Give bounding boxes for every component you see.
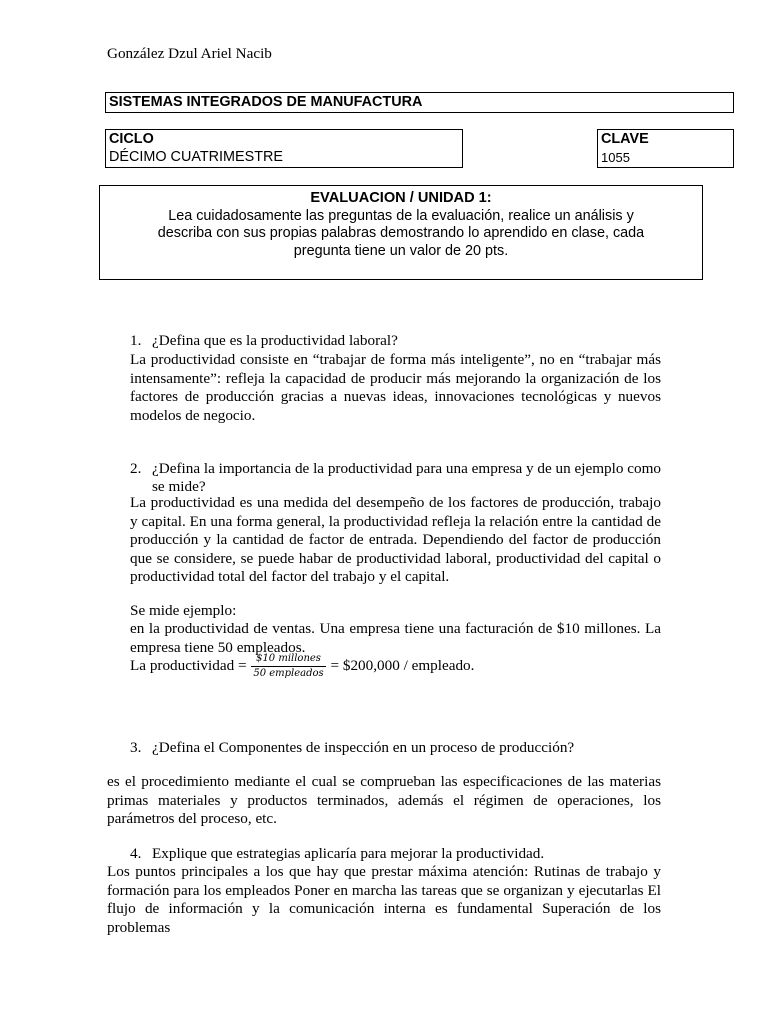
question-3-text: ¿Defina el Componentes de inspección en un proceso de producción? [152, 739, 575, 756]
productivity-formula [130, 653, 474, 680]
question-2-number: 2. [130, 460, 142, 477]
formula-fraction [251, 653, 325, 680]
evaluacion-box [99, 185, 703, 280]
subject-title: SISTEMAS INTEGRADOS DE MANUFACTURA [109, 94, 423, 110]
evaluacion-title: EVALUACION / UNIDAD 1: [310, 190, 492, 206]
question-3 [130, 739, 574, 758]
ciclo-value: DÉCIMO CUATRIMESTRE [109, 148, 284, 165]
author-name: González Dzul Ariel Nacib [107, 45, 272, 62]
answer-2: La productividad es una medida del desempeño de los factores de producción, trabajo y capital. En una forma general, la productividad refleja la relación entre la cantidad de producción y la cantidad de factor de entrada. Dependiendo del factor de producción que se considere, se puede habar de productividad laboral, productividad del capital o productividad total del factor del trabajo y el capital. [130, 494, 661, 586]
question-3-number: 3. [130, 739, 142, 756]
clave-box [597, 129, 734, 168]
evaluacion-line-2: describa con sus propias palabras demostrando lo aprendido en clase, cada [157, 225, 645, 241]
ciclo-box [105, 129, 463, 168]
answer-4: Los puntos principales a los que hay que prestar máxima atención: Rutinas de trabajo y formación para los empleados Poner en marcha las tareas que se organizan y ejecutarlas El flujo de información y la comunicación interna es fundamental Superación de los problemas [107, 863, 661, 936]
answer-1: La productividad consiste en “trabajar de forma más inteligente”, no en “trabajar más intensamente”: refleja la capacidad de producir más mejorando la organización de los factores de producción gracias a nuevas ideas, innovaciones tecnológicas y nuevos modelos de negocio. [130, 351, 661, 424]
question-2 [130, 460, 661, 479]
question-1-number: 1. [130, 332, 142, 349]
example-text: en la productividad de ventas. Una empresa tiene una facturación de $10 millones. La empresa tiene 50 empleados. [130, 620, 661, 656]
formula-result: = $200,000 / empleado. [330, 656, 475, 674]
ciclo-label: CICLO [109, 131, 154, 147]
question-1-text: ¿Defina que es la productividad laboral? [152, 332, 398, 349]
evaluacion-line-1: Lea cuidadosamente las preguntas de la evaluación, realice un análisis y [168, 207, 634, 224]
formula-denominator: 50 empleados [253, 668, 324, 679]
subject-box [105, 92, 734, 113]
evaluacion-line-3: pregunta tiene un valor de 20 pts. [293, 242, 509, 259]
answer-3: es el procedimiento mediante el cual se comprueban las especificaciones de las materias primas materiales y productos terminados, además el régimen de operaciones, los parámetros del proceso, etc. [107, 773, 661, 828]
example-label: Se mide ejemplo: [130, 602, 237, 619]
question-1 [130, 332, 398, 351]
formula-prefix: La productividad = [130, 656, 247, 674]
question-2-text-line-1: ¿Defina la importancia de la productividad para una empresa y de un ejemplo como [152, 460, 662, 477]
question-4-text: Explique que estrategias aplicaría para mejorar la productividad. [152, 845, 545, 862]
question-4 [130, 845, 544, 864]
question-2-text-line-2: se mide? [152, 478, 206, 495]
clave-value: 1055 [601, 149, 630, 165]
clave-label: CLAVE [601, 131, 649, 147]
formula-numerator: $10 millones [251, 653, 325, 667]
question-4-number: 4. [130, 845, 142, 862]
